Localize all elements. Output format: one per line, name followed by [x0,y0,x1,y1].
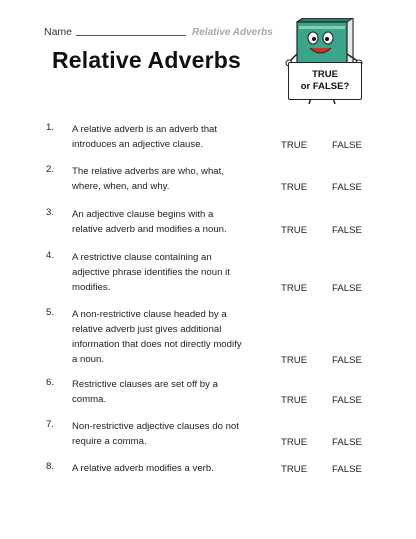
false-option[interactable]: FALSE [332,355,362,366]
name-row [44,26,273,38]
true-option[interactable]: TRUE [281,225,308,236]
question-text-line: The relative adverbs are who, what, [72,166,224,177]
false-option[interactable]: FALSE [332,182,362,193]
question-text-line: Restrictive clauses are set off by a [72,379,218,390]
question-number: 5. [46,307,55,318]
question-text-line: A non-restrictive clause headed by a [72,309,227,320]
question-number: 2. [46,164,55,175]
true-option[interactable]: TRUE [281,140,308,151]
question-text [72,207,262,237]
question-text [72,122,262,152]
question-text-line: comma. [72,394,107,405]
question-text-line: information that does not directly modify [72,339,242,350]
sign-line-2: or FALSE? [300,81,350,92]
question-text-line: relative adverb just gives additional [72,324,222,335]
question-number: 4. [46,250,55,261]
question-text-line: introduces an adjective clause. [72,139,204,150]
page-title: Relative Adverbs [52,47,241,73]
question-number: 6. [46,377,55,388]
name-label: Name [44,26,73,38]
false-option[interactable]: FALSE [332,283,362,294]
true-or-false-sign [288,62,362,100]
question-text [72,307,262,367]
question-text-line: relative adverb and modifies a noun. [72,224,227,235]
question-text-line: A relative adverb is an adverb that [72,124,218,135]
question-text [72,461,262,476]
question-text-line: An adjective clause begins with a [72,209,214,220]
question-text-line: modifies. [72,282,111,293]
question-text [72,250,262,295]
true-option[interactable]: TRUE [281,182,308,193]
false-option[interactable]: FALSE [332,437,362,448]
question-number: 1. [46,122,55,133]
question-text-line: where, when, and why. [72,181,170,192]
true-option[interactable]: TRUE [281,395,308,406]
false-option[interactable]: FALSE [332,395,362,406]
false-option[interactable]: FALSE [332,225,362,236]
sign-line-1: TRUE [312,69,338,80]
question-text-line: A restrictive clause containing an [72,252,212,263]
true-option[interactable]: TRUE [281,283,308,294]
book-mascot [283,18,367,104]
question-text [72,377,262,407]
question-text-line: A relative adverb modifies a verb. [72,463,214,474]
true-option[interactable]: TRUE [281,464,308,475]
name-blank-line[interactable] [76,34,186,36]
worksheet-subtitle: Relative Adverbs [192,27,273,38]
question-text-line: require a comma. [72,436,147,447]
false-option[interactable]: FALSE [332,464,362,475]
true-option[interactable]: TRUE [281,437,308,448]
question-text-line: Non-restrictive adjective clauses do not [72,421,239,432]
question-text-line: a noun. [72,354,105,365]
true-option[interactable]: TRUE [281,355,308,366]
question-number: 7. [46,419,55,430]
false-option[interactable]: FALSE [332,140,362,151]
question-text [72,164,262,194]
question-text-line: adjective phrase identifies the noun it [72,267,230,278]
question-text [72,419,262,449]
question-number: 8. [46,461,55,472]
question-number: 3. [46,207,55,218]
